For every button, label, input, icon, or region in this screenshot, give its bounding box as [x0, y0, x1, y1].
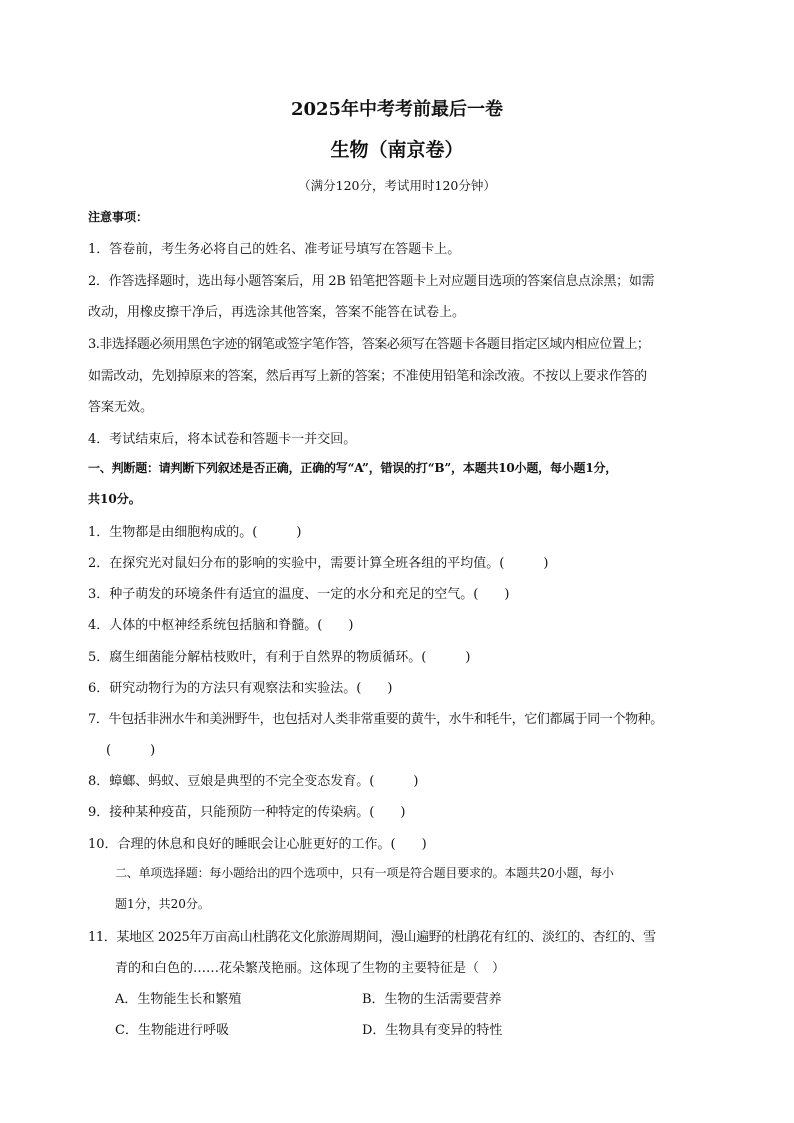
question-7: 7．牛包括非洲水牛和美洲野牛，也包括对人类非常重要的黄牛，水牛和牦牛，它们都属于同一个物种。 — [88, 712, 663, 727]
question-11-stem: 11．某地区 2025年万亩高山杜鹃花文化旅游周期间，漫山遍野的杜鹃花有红的、淡红的、杏红的、雪 — [88, 930, 656, 945]
question-6: 6．研究动物行为的方法只有观察法和实验法。( ) — [88, 681, 393, 696]
section2-instructions-cont: 题1分，共20分。 — [115, 897, 210, 911]
question-1: 1．生物都是由细胞构成的。( ) — [88, 525, 302, 540]
notice-item: 2．作答选择题时，选出每小题答案后，用 2B 铅笔把答题卡上对应题目选项的答案信息点涂黑；如需 — [88, 274, 655, 289]
notice-item: 1．答卷前，考生务必将自己的姓名、准考证号填写在答题卡上。 — [88, 242, 461, 257]
option-a: A．生物能生长和繁殖 — [115, 992, 242, 1007]
exam-info: （满分120分，考试用时120分钟） — [298, 178, 496, 193]
question-7-answer-blank: ( ) — [106, 743, 156, 758]
notice-item: 3.非选择题必须用黑色字迹的钢笔或签字笔作答，答案必须写在答题卡各题目指定区域内相应位置上； — [88, 337, 650, 352]
notice-item: 如需改动，先划掉原来的答案，然后再写上新的答案；不准使用铅笔和涂改液。不按以上要求作答的 — [88, 369, 647, 384]
question-3: 3．种子萌发的环境条件有适宜的温度、一定的水分和充足的空气。( ) — [88, 587, 510, 602]
exam-title: 2025年中考考前最后一卷 — [290, 99, 504, 120]
option-b: B．生物的生活需要营养 — [362, 992, 502, 1007]
notice-item: 答案无效。 — [88, 400, 154, 415]
question-2: 2．在探究光对鼠妇分布的影响的实验中，需要计算全班各组的平均值。( ) — [88, 556, 549, 571]
section1-instructions-cont: 共10分。 — [88, 492, 141, 506]
notice-heading: 注意事项： — [88, 210, 149, 224]
question-4: 4．人体的中枢神经系统包括脑和脊髓。( ) — [88, 618, 354, 633]
question-5: 5．腐生细菌能分解枯枝败叶，有利于自然界的物质循环。( ) — [88, 650, 471, 665]
notice-item: 改动，用橡皮擦干净后，再选涂其他答案，答案不能答在试卷上。 — [88, 305, 466, 320]
option-d: D．生物具有变异的特性 — [362, 1023, 503, 1038]
question-9: 9．接种某种疫苗，只能预防一种特定的传染病。( ) — [88, 805, 406, 820]
option-c: C．生物能进行呼吸 — [115, 1023, 229, 1038]
notice-item: 4．考试结束后，将本试卷和答题卡一并交回。 — [88, 432, 357, 447]
section2-instructions: 二、单项选择题：每小题给出的四个选项中，只有一项是符合题目要求的。本题共20小题，每小 — [115, 866, 614, 880]
section1-instructions: 一、判断题：请判断下列叙述是否正确，正确的写“A”，错误的打“B”，本题共10小题，每小题1分， — [88, 461, 618, 475]
question-11-stem-cont: 青的和白色的……花朵繁茂艳丽。这体现了生物的主要特征是（ ） — [115, 961, 506, 976]
question-10: 10．合理的休息和良好的睡眠会让心脏更好的工作。( ) — [88, 837, 427, 852]
exam-subtitle: 生物（南京卷） — [330, 139, 464, 161]
question-8: 8．蟑螂、蚂蚁、豆娘是典型的不完全变态发育。( ) — [88, 774, 419, 789]
